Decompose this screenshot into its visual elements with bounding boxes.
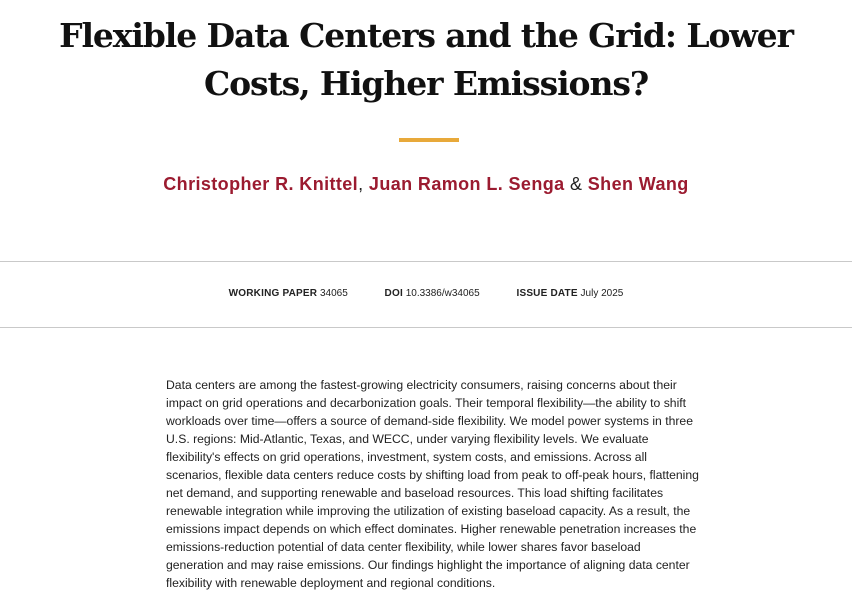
doi-value: 10.3386/w34065 [405,288,480,299]
issue-date-info [516,288,623,299]
working-paper-label: WORKING PAPER [228,288,318,299]
abstract-text: Data centers are among the fastest-growing electricity consumers, raising concerns about their impact on grid operations and decarbonization goals. Their temporal flexibility—the ability to shift workloads over time—offers a source of demand-side flexibility. We model power systems in three U.S. regions: Mid-Atlantic, Texas, and WECC, under varying flexibility levels. We evaluate flexibility's effects on grid operations, investment, system costs, and emissions. Across all scenarios, flexible data centers reduce costs by shifting load from peak to off-peak hours, flattening net demand, and supporting renewable and baseload resources. This load shifting facilitates renewable integration while improving the utilization of existing baseload capacity. As a result, the emissions impact depends on which effect dominates. Higher renewable penetration increases the emissions-reduction potential of data center flexibility, while lower shares favor baseload generation and may raise emissions. Our findings highlight the importance of aligning data center flexibility with renewable deployment and regional conditions. [166,378,699,590]
issue-date-label: ISSUE DATE [516,288,578,299]
working-paper-number: 34065 [319,288,348,299]
divider-bottom [0,327,852,328]
author-link-wang[interactable]: Shen Wang [587,174,689,194]
paper-metadata [0,288,852,299]
title-accent-bar [399,138,459,142]
title-block [0,12,852,108]
doi-label: DOI [384,288,403,299]
issue-date-value: July 2025 [580,288,624,299]
working-paper-info [229,288,348,299]
doi-info [385,288,480,299]
paper-title: Flexible Data Centers and the Grid: Lower Costs, Higher Emissions? [59,16,793,103]
author-link-knittel[interactable]: Christopher R. Knittel [163,174,359,194]
author-list [150,172,702,196]
author-link-senga[interactable]: Juan Ramon L. Senga [368,174,565,194]
divider-top [0,261,852,262]
author-separator-ampersand: & [569,174,583,194]
author-separator-comma: , [358,174,364,194]
